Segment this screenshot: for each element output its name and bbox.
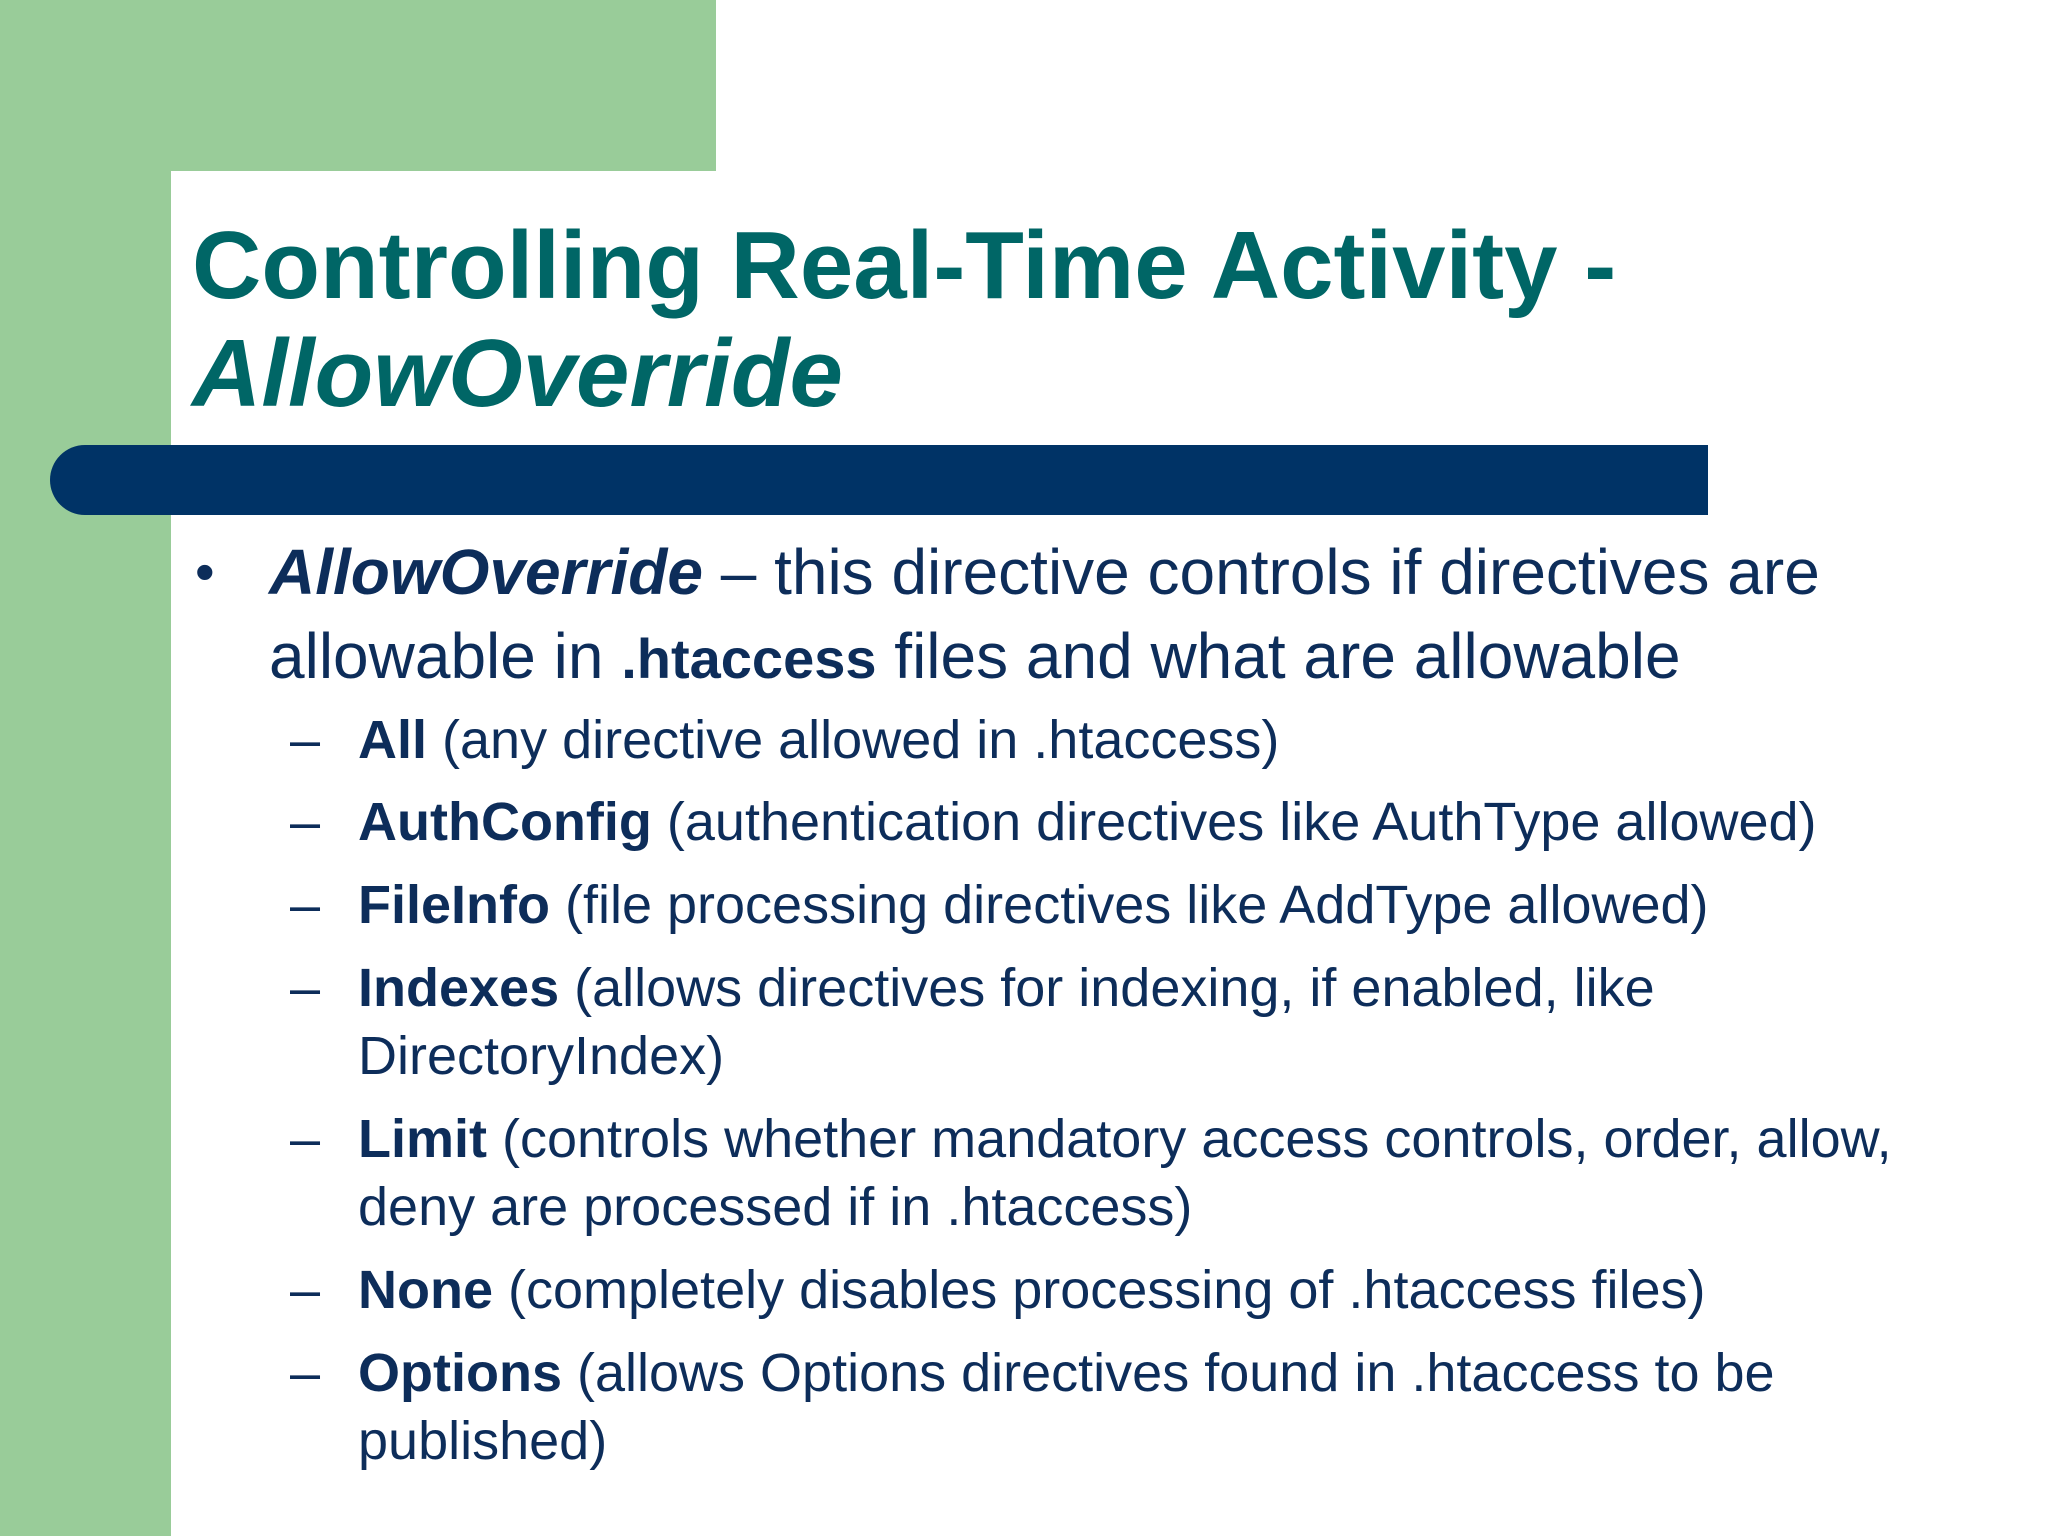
sub-item-keyword: Indexes (358, 958, 560, 1018)
sub-item-text (358, 954, 2008, 1090)
dash-marker: – (290, 958, 321, 1018)
sub-item-desc: (file processing directives like AddType allowed) (549, 875, 1709, 935)
bullet-text-after: files and what are allowable (876, 620, 1681, 692)
sub-item-desc: (controls whether mandatory access controls, order, allow, deny are processed if in .htaccess) (358, 1109, 1892, 1237)
sub-item-keyword: AuthConfig (358, 792, 652, 852)
sub-item-desc: (allows Options directives found in .htaccess to be published) (358, 1343, 1775, 1471)
sub-item-desc: (any directive allowed in .htaccess) (427, 710, 1280, 770)
sub-item-text (358, 788, 2008, 856)
sub-item-keyword: All (358, 710, 428, 770)
dash-marker: – (290, 1109, 321, 1169)
dash-marker: – (290, 710, 321, 770)
sub-item-desc: (allows directives for indexing, if enabled, like DirectoryIndex) (358, 958, 1655, 1086)
sub-item-keyword: Options (358, 1343, 562, 1403)
decor-green-sidebar (0, 0, 171, 1536)
title-divider-bar (50, 445, 1708, 515)
sub-item-keyword: Limit (358, 1109, 487, 1169)
decor-green-topband (0, 0, 716, 171)
sub-item-keyword: FileInfo (358, 875, 550, 935)
bullet-term: AllowOverride (269, 536, 703, 608)
dash-marker: – (290, 1343, 321, 1403)
dash-marker: – (290, 1260, 321, 1320)
slide-title (192, 212, 1792, 428)
sub-item-keyword: None (358, 1260, 493, 1320)
sub-item-text (358, 1105, 2008, 1241)
bullet-file: .htaccess (621, 627, 877, 690)
title-accent: AllowOverride (192, 320, 843, 427)
sub-item-text (358, 871, 2008, 939)
dash-marker: – (290, 875, 321, 935)
bullet-marker-icon: • (195, 540, 215, 603)
dash-marker: – (290, 792, 321, 852)
sub-item-text (358, 706, 2008, 774)
sub-item-desc: (completely disables processing of .htaccess files) (493, 1260, 1706, 1320)
bullet-text-before: – this directive controls if directives are allowable in (269, 536, 1820, 692)
main-bullet-text (269, 530, 1989, 701)
sub-item-text (358, 1256, 2008, 1324)
sub-item-desc: (authentication directives like AuthType allowed) (651, 792, 1817, 852)
sub-item-text (358, 1339, 2008, 1475)
title-main: Controlling Real-Time Activity - (192, 212, 1617, 319)
